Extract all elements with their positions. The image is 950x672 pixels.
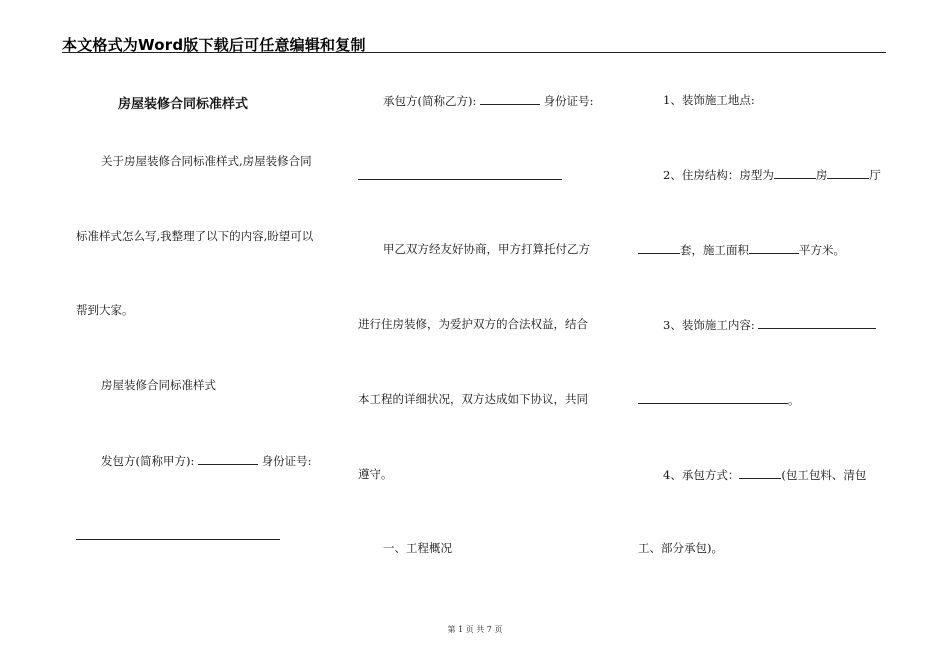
item-3-content-cont (638, 392, 800, 407)
party-a-id-blank (76, 539, 280, 540)
item-3-end: 。 (788, 393, 800, 407)
halls-blank (827, 167, 869, 179)
header-divider (62, 52, 886, 53)
item-1-location: 1、装饰施工地点: (663, 93, 755, 107)
intro-line-3: 帮到大家。 (76, 303, 134, 317)
agreement-line-1: 甲乙双方经友好协商，甲方打算托付乙方 (383, 242, 590, 256)
intro-line-2: 标准样式怎么写,我整理了以下的内容,盼望可以 (76, 229, 314, 243)
hall-unit: 厅 (869, 168, 881, 182)
item-4-contract-type (663, 467, 866, 482)
item-2-structure (663, 167, 881, 182)
intro-line-1: 关于房屋装修合同标准样式,房屋装修合同 (101, 154, 312, 168)
document-header: 本文格式为Word版下载后可任意编辑和复制 (62, 36, 366, 54)
party-b-label: 承包方(简称乙方): (383, 94, 477, 108)
party-b-line (383, 93, 594, 108)
item-2-label: 2、住房结构：房型为 (663, 168, 774, 182)
contract-type-blank (739, 467, 781, 479)
room-unit: 房 (815, 168, 828, 182)
party-b-blank (480, 93, 540, 105)
agreement-line-2: 进行住房装修，为爱护双方的合法权益，结合 (358, 317, 588, 331)
area-blank (749, 242, 799, 254)
party-a-label: 发包方(简称甲方): (101, 454, 195, 468)
party-b-id-label: 身份证号: (543, 94, 594, 108)
rooms-blank (774, 167, 816, 179)
party-a-id-label: 身份证号: (261, 454, 312, 468)
content-blank (758, 317, 876, 329)
document-title: 房屋装修合同标准样式 (118, 97, 249, 112)
section-heading-overview: 一、工程概况 (383, 541, 452, 555)
item-4-label: 4、承包方式： (663, 468, 740, 482)
item-3-content (663, 317, 876, 332)
contract-subtitle: 房屋装修合同标准样式 (101, 378, 216, 392)
agreement-line-3: 本工程的详细状况，双方达成如下协议，共同 (358, 392, 588, 406)
item-3-label: 3、装饰施工内容: (663, 318, 755, 332)
party-a-line (101, 453, 312, 468)
area-unit: 平方米。 (799, 243, 845, 257)
item-2-structure-cont (638, 242, 845, 257)
party-a-blank (198, 453, 258, 465)
item-4-contract-type-cont: 工、部分承包)。 (638, 541, 723, 555)
agreement-line-4: 遵守。 (358, 467, 393, 481)
party-b-id-blank (358, 179, 562, 180)
content-blank-2 (638, 392, 788, 404)
area-label: 套，施工面积 (680, 243, 749, 257)
item-4-options: (包工包料、清包 (781, 468, 867, 482)
sets-blank (638, 242, 680, 254)
page-number: 第 1 页 共 7 页 (447, 625, 503, 634)
